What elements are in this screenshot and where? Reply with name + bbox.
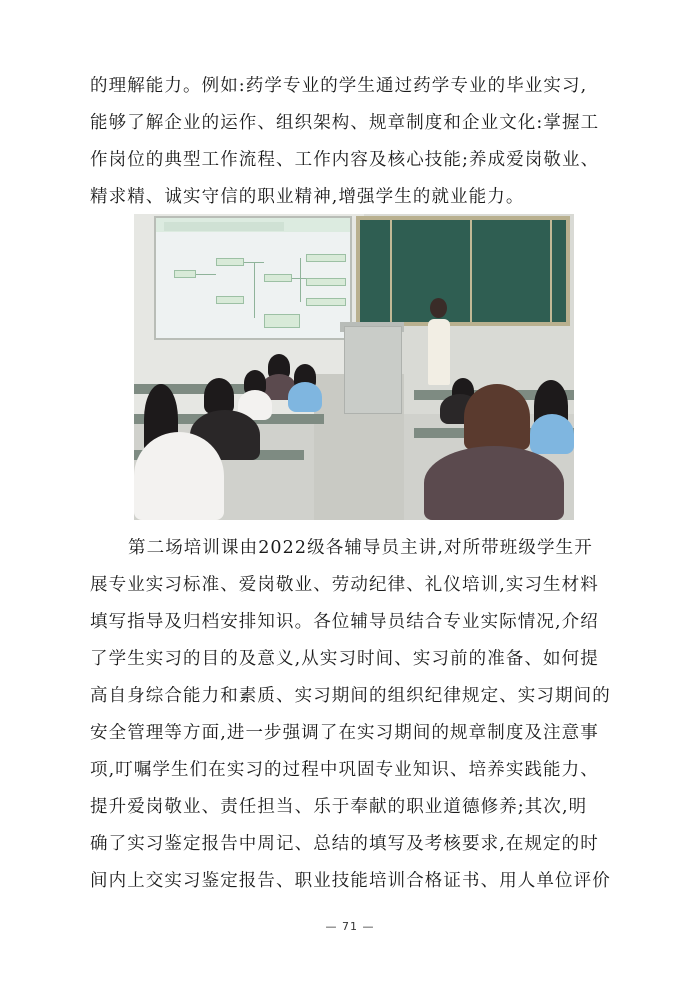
text-line: 提升爱岗敬业、责任担当、乐于奉献的职业道德修养;其次,明 <box>90 797 588 817</box>
text-line: 填写指导及归档安排知识。各位辅导员结合专业实际情况,介绍 <box>90 612 599 632</box>
paragraph-top <box>90 68 615 216</box>
classroom-training-photo <box>134 214 574 520</box>
text-line: 间内上交实习鉴定报告、职业技能培训合格证书、用人单位评价 <box>90 871 611 891</box>
text-line: 了学生实习的目的及意义,从实习时间、实习前的准备、如何提 <box>90 649 599 669</box>
text-line: 高自身综合能力和素质、实习期间的组织纪律规定、实习期间的 <box>90 686 611 706</box>
chalkboard <box>356 216 570 326</box>
projection-screen <box>154 216 352 340</box>
text-line: 展专业实习标准、爱岗敬业、劳动纪律、礼仪培训,实习生材料 <box>90 575 599 595</box>
text-line: 的理解能力。例如:药学专业的学生通过药学专业的毕业实习, <box>90 76 588 96</box>
text-line: 精求精、诚实守信的职业精神,增强学生的就业能力。 <box>90 187 525 207</box>
text-line: 项,叮嘱学生们在实习的过程中巩固专业知识、培养实践能力、 <box>90 760 599 780</box>
speaker <box>428 319 450 385</box>
text-line: 安全管理等方面,进一步强调了在实习期间的规章制度及注意事 <box>90 723 599 743</box>
text-line: 作岗位的典型工作流程、工作内容及核心技能;养成爱岗敬业、 <box>90 150 600 170</box>
text-line: 确了实习鉴定报告中周记、总结的填写及考核要求,在规定的时 <box>90 834 599 854</box>
page-number: — 71 — <box>325 920 375 933</box>
paragraph-bottom <box>90 530 615 900</box>
text-line: 能够了解企业的运作、组织架构、规章制度和企业文化:掌握工 <box>90 113 600 133</box>
lectern <box>344 326 402 414</box>
text-line: 第二场培训课由2022级各辅导员主讲,对所带班级学生开 <box>128 538 593 558</box>
